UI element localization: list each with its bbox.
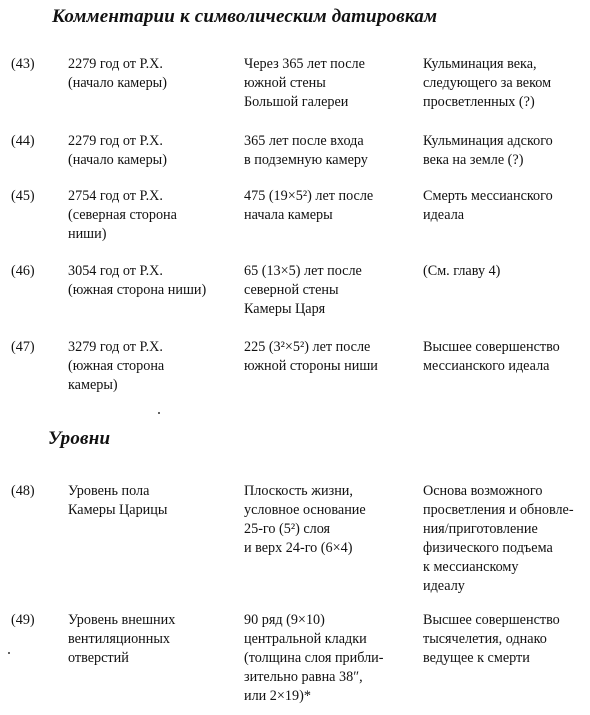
section-heading-levels: Уровни xyxy=(48,428,111,449)
entry-number: (49) xyxy=(11,612,35,628)
entry-date: 2279 год от Р.Х. (начало камеры) xyxy=(68,133,167,168)
entry-date: Уровень внешних вентиляционных отверстий xyxy=(68,612,176,666)
entry-number: (43) xyxy=(11,56,35,72)
entry-meaning: Высшее совершенство мессианского идеала xyxy=(423,339,560,374)
entry-date: 2279 год от Р.Х. (начало камеры) xyxy=(68,56,167,91)
entry-number: (44) xyxy=(11,133,35,149)
entry-measure: 365 лет после входа в подземную камеру xyxy=(244,133,368,168)
entry-date: Уровень пола Камеры Царицы xyxy=(68,483,168,518)
entry-measure: Через 365 лет после южной стены Большой галереи xyxy=(244,56,365,110)
entry-number: (48) xyxy=(11,483,35,499)
section-heading-symbolic-dates: Комментарии к символическим датировкам xyxy=(52,6,438,27)
entry-meaning: Основа возможного просветления и обновле- ния/приготовление физического подъема к мессианскому идеалу xyxy=(423,483,574,594)
print-speck xyxy=(158,412,160,414)
print-speck xyxy=(8,652,10,654)
entry-date: 2754 год от Р.Х. (северная сторона ниши) xyxy=(68,188,177,242)
entry-meaning: Смерть мессианского идеала xyxy=(423,188,553,223)
entry-date: 3054 год от Р.Х. (южная сторона ниши) xyxy=(68,263,207,298)
entry-meaning: Кульминация адского века на земле (?) xyxy=(423,133,553,168)
entry-date: 3279 год от Р.Х. (южная сторона камеры) xyxy=(68,339,165,393)
entry-measure: 225 (3²×5²) лет после южной стороны ниши xyxy=(244,339,378,374)
entry-number: (46) xyxy=(11,263,35,279)
entry-measure: 65 (13×5) лет после северной стены Камеры Царя xyxy=(244,263,362,317)
entry-measure: 475 (19×5²) лет после начала камеры xyxy=(244,188,374,223)
entry-meaning: (См. главу 4) xyxy=(423,263,501,279)
entry-number: (45) xyxy=(11,188,35,204)
entry-measure: Плоскость жизни, условное основание 25-го (5²) слоя и верх 24-го (6×4) xyxy=(244,483,366,556)
entry-meaning: Кульминация века, следующего за веком просветленных (?) xyxy=(423,56,552,110)
entry-meaning: Высшее совершенство тысячелетия, однако ведущее к смерти xyxy=(423,612,560,666)
entry-number: (47) xyxy=(11,339,35,355)
entry-measure: 90 ряд (9×10) центральной кладки (толщина слоя прибли- зительно равна 38″, или 2×19)* xyxy=(244,612,384,704)
